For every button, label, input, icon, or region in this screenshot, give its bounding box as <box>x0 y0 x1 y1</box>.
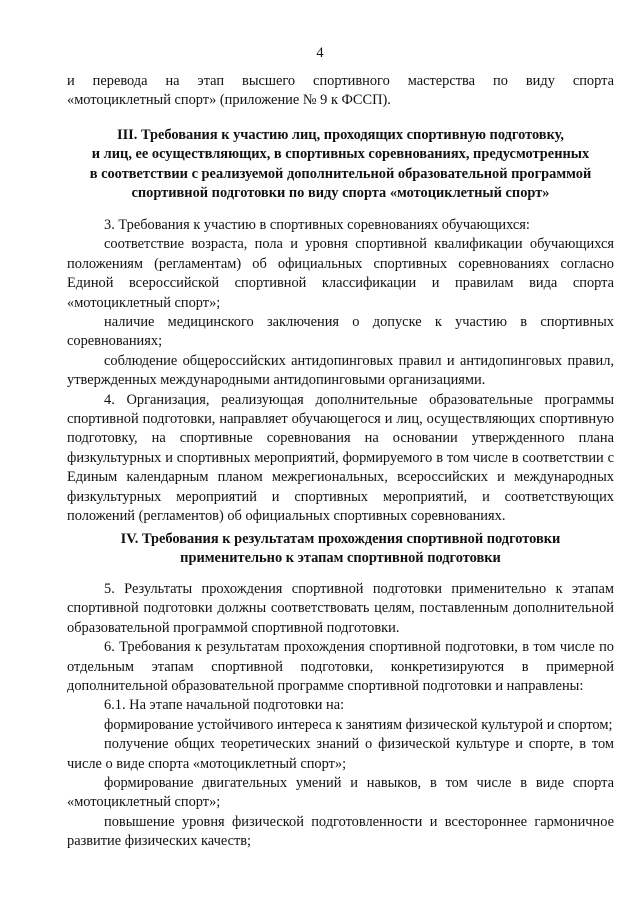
section-3-heading-line: и лиц, ее осуществляющих, в спортивных соревнованиях, предусмотренных <box>91 146 590 163</box>
intro-line-1: и перевода на этап высшего спортивного мастерства по виду спорта <box>67 73 614 89</box>
paragraph: соблюдение общероссийских антидопинговых правил и антидопинговых правил, утвержденных международными антидопинговыми организациями. <box>67 352 614 389</box>
section-4-heading-line: IV. Требования к результатам прохождения спортивной подготовки <box>120 531 561 547</box>
paragraph: соответствие возраста, пола и уровня спортивной квалификации обучающихся положениям (регламентам) об официальных спортивных соревнованиях согласно Единой всероссийской спортивной классификации и правилам вида спорта «мотоциклетный спорт»; <box>67 236 614 311</box>
paragraph: 4. Организация, реализующая дополнительные образовательные программы спортивной подготовки, направляет обучающегося и лиц, осуществляющих спортивную подготовку, на спортивные соревнования на основании утвержденного плана физкультурных и спортивных мероприятий, формируемого в том числе в соответствии с Единым календарным планом межрегиональных, всероссийских и международных физкультурных мероприятий и спортивных мероприятий, и соответствующих положений (регламентов) об официальных спортивных соревнованиях. <box>67 391 614 525</box>
paragraph: 3. Требования к участию в спортивных соревнованиях обучающихся: <box>104 217 530 233</box>
paragraph: наличие медицинского заключения о допуске к участию в спортивных соревнованиях; <box>67 314 614 350</box>
paragraph: формирование двигательных умений и навыков, в том числе в виде спорта «мотоциклетный спорт»; <box>67 775 614 811</box>
intro-line-2: «мотоциклетный спорт» (приложение № 9 к ФССП). <box>67 92 391 109</box>
section-4-body <box>67 580 614 852</box>
paragraph: получение общих теоретических знаний о физической культуре и спорте, в том числе о виде спорта «мотоциклетный спорт»; <box>67 736 614 772</box>
paragraph: 6.1. На этапе начальной подготовки на: <box>104 697 345 714</box>
section-3-body <box>67 216 614 527</box>
section-3-heading-line: в соответствии с реализуемой дополнительной образовательной программой <box>89 165 592 182</box>
paragraph: повышение уровня физической подготовленности и всестороннее гармоничное развитие физических качеств; <box>67 813 614 850</box>
section-3-heading-line: спортивной подготовки по виду спорта «мотоциклетный спорт» <box>131 185 550 202</box>
section-4-heading <box>67 530 614 569</box>
section-3-heading <box>67 126 614 204</box>
intro-text <box>67 72 614 111</box>
paragraph: 5. Результаты прохождения спортивной подготовки применительно к этапам спортивной подготовки должны соответствовать целям, поставленным дополнительной образовательной программой спортивной подготовки. <box>67 581 614 636</box>
section-3-heading-line: III. Требования к участию лиц, проходящих спортивную подготовку, <box>116 127 565 143</box>
paragraph: формирование устойчивого интереса к занятиям физической культурой и спортом; <box>104 716 613 733</box>
page-number: 4 <box>316 45 324 61</box>
paragraph: 6. Требования к результатам прохождения спортивной подготовки, в том числе по отдельным этапам спортивной подготовки, конкретизируются в примерной дополнительной образовательной программе спортивной подготовки и направлены: <box>67 639 614 695</box>
section-4-heading-line: применительно к этапам спортивной подготовки <box>180 550 501 567</box>
